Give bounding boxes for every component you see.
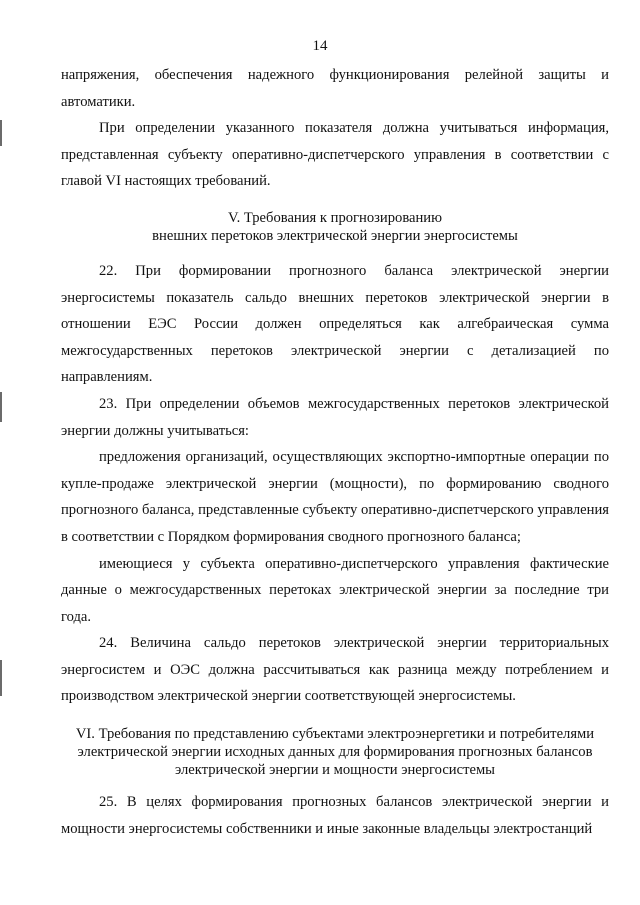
section-heading-vi-line3: электрической энергии и мощности энергосистемы bbox=[175, 762, 495, 779]
document-body bbox=[61, 62, 609, 842]
section-heading-vi-line2: электрической энергии исходных данных для формирования прогнозных балансов bbox=[77, 744, 593, 761]
paragraph-continuation: напряжения, обеспечения надежного функционирования релейной защиты и автоматики. bbox=[61, 67, 609, 110]
scan-edge-mark bbox=[0, 392, 2, 422]
paragraph-25: 25. В целях формирования прогнозных балансов электрической энергии и мощности энергосистемы собственники и иные законные владельцы электростанций bbox=[61, 794, 609, 837]
scan-edge-mark bbox=[0, 660, 2, 696]
paragraph-23: 23. При определении объемов межгосударственных перетоков электрической энергии должны учитываться: bbox=[61, 395, 609, 439]
paragraph-23-item-2: имеющиеся у субъекта оперативно-диспетчерского управления фактические данные о межгосударственных перетоках электрической энергии за последние три года. bbox=[61, 555, 609, 625]
section-heading-v-line2: внешних перетоков электрической энергии энергосистемы bbox=[152, 227, 518, 244]
page-number: 14 bbox=[312, 38, 328, 54]
paragraph-22: 22. При формировании прогнозного баланса электрической энергии энергосистемы показатель сальдо внешних перетоков электрической энергии в отношении ЕЭС России должен определяться как алгебраическая сумма межгосударственных перетоков электрической энергии с детализацией по направлениям. bbox=[61, 262, 609, 386]
paragraph-24: 24. Величина сальдо перетоков электрической энергии территориальных энергосистем и ОЭС должна рассчитываться как разница между потреблением и производством электрической энергии соответствующей энергосистемы. bbox=[61, 635, 609, 705]
scan-edge-mark bbox=[0, 120, 2, 146]
section-heading-v-line1: V. Требования к прогнозированию bbox=[227, 209, 443, 226]
paragraph-23-item-1: предложения организаций, осуществляющих экспортно-импортные операции по купле-продаже электрической энергии (мощности), по формированию сводного прогнозного баланса, представленные субъекту оперативно-диспетчерского управления в соответствии с Порядком формирования сводного прогнозного баланса; bbox=[61, 449, 609, 545]
paragraph-info-note: При определении указанного показателя должна учитываться информация, представленная субъекту оперативно-диспетчерского управления в соответствии с главой VI настоящих требований. bbox=[61, 120, 609, 190]
section-heading-vi-line1: VI. Требования по представлению субъектами электроэнергетики и потребителями bbox=[75, 726, 595, 743]
